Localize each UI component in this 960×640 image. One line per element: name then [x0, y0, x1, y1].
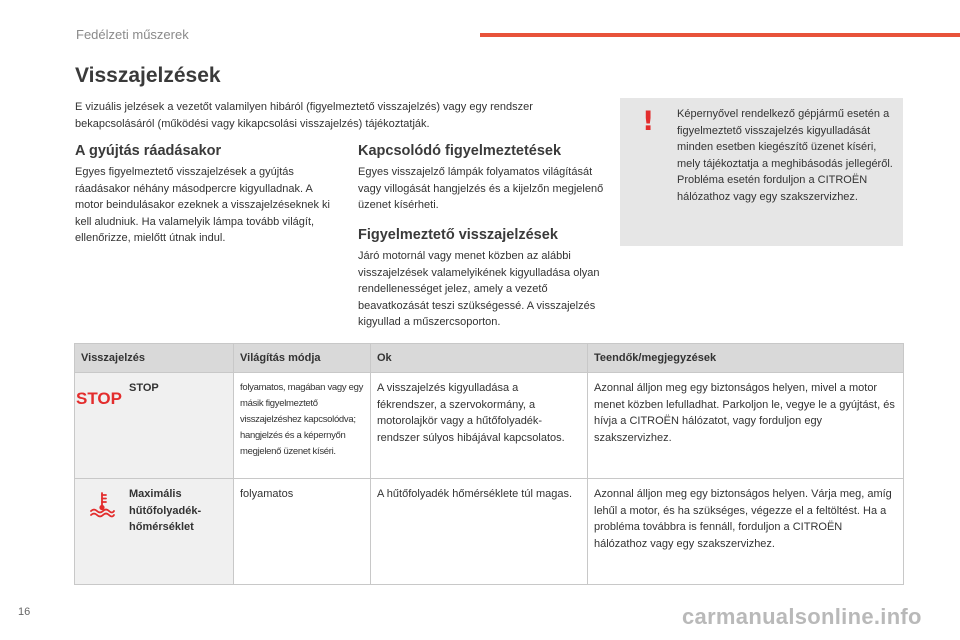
table-row: [75, 373, 904, 479]
column-header-action: Teendők/megjegyzések: [588, 344, 904, 373]
stop-icon-cell: [75, 373, 124, 479]
ignition-text: Egyes figyelmeztető visszajelzések a gyújtás ráadásakor néhány másodpercre kigyulladnak. A motor beindulásakor ezeknek a visszajelzéseknek ki kell aludniuk. Ha valamelyik lámpa tovább világít, ellenőrizze, mielőtt útnak indul.: [75, 166, 330, 244]
related-warnings-heading: Kapcsolódó figyelmeztetések: [358, 143, 562, 159]
warning-lamps-table: [74, 343, 904, 585]
cause-text: A hűtőfolyadék hőmérséklete túl magas.: [371, 479, 588, 585]
warning-lamps-text: Járó motornál vagy menet közben az alábbi visszajelzések valamelyikének kigyulladása olyan rendellenességet jelez, amely a vezető beavatkozását teszi szükségessé. A visszajelzés kigyullad a műszercsoporton.: [358, 250, 600, 328]
table-header-row: [75, 344, 904, 373]
section-header: Fedélzeti műszerek: [76, 27, 189, 42]
stop-icon: [76, 385, 122, 409]
watermark: carmanualsonline.info: [682, 604, 922, 629]
ignition-heading: A gyújtás ráadásakor: [75, 143, 222, 159]
exclamation-icon: !: [642, 106, 655, 137]
column-header-cause: Ok: [371, 344, 588, 373]
info-note-box: [620, 98, 903, 246]
related-warnings-text: Egyes visszajelző lámpák folyamatos világítását vagy villogását hangjelzés és a kijelzőn megjelenő üzenet kísérheti.: [358, 166, 604, 211]
page-number: 16: [18, 606, 31, 618]
coolant-icon-cell: [75, 479, 124, 585]
svg-text:STOP: STOP: [76, 389, 122, 408]
cause-text: A visszajelzés kigyulladása a fékrendszer, a szervokormány, a motorolajkör vagy a hűtőfolyadék-rendszer súlyos hibájával kapcsolatos.: [371, 373, 588, 479]
lighting-mode: folyamatos: [234, 479, 371, 585]
action-text: Azonnal álljon meg egy biztonságos helyen. Várja meg, amíg lehűl a motor, és ha szükséges, végezze el a feltöltést. Ha a probléma továbbra is fennáll, forduljon a CITROËN hálózathoz vagy egy szakszervizhez.: [588, 479, 904, 585]
warning-lamps-heading: Figyelmeztető visszajelzések: [358, 227, 558, 243]
info-note-text: Képernyővel rendelkező gépjármű esetén a figyelmeztető visszajelzés kigyulladását minden esetben kiegészítő üzenet kíséri, mely tájékoztatja a meghibásodás jellegéről. Probléma esetén forduljon a CITROËN hálózathoz vagy egy szakszervizhez.: [677, 108, 893, 203]
coolant-temperature-icon: [89, 491, 115, 517]
action-text: Azonnal álljon meg egy biztonságos helyen, mivel a motor menet közben lefulladhat. Parkoljon le, vegye le a gyújtást, és hívja a CITROËN hálózatot, vagy forduljon egy szakszervizhez.: [588, 373, 904, 479]
column-header-lamp: Visszajelzés: [75, 344, 234, 373]
intro-paragraph: E vizuális jelzések a vezetőt valamilyen hibáról (figyelmeztető visszajelzés) vagy egy rendszer bekapcsolásáról (működési vagy kikapcsolási visszajelzés) tájékoztatják.: [75, 101, 533, 130]
header-accent-bar: [480, 33, 960, 37]
lamp-name: STOP: [123, 373, 234, 479]
column-header-mode: Világítás módja: [234, 344, 371, 373]
page-title: Visszajelzések: [75, 64, 221, 87]
table-row: [75, 479, 904, 585]
lighting-mode: folyamatos, magában vagy egy másik figyelmeztető visszajelzéshez kapcsolódva; hangjelzés és a képernyőn megjelenő üzenet kíséri.: [234, 373, 371, 479]
lamp-name: Maximális hűtőfolyadék-hőmérséklet: [123, 479, 234, 585]
